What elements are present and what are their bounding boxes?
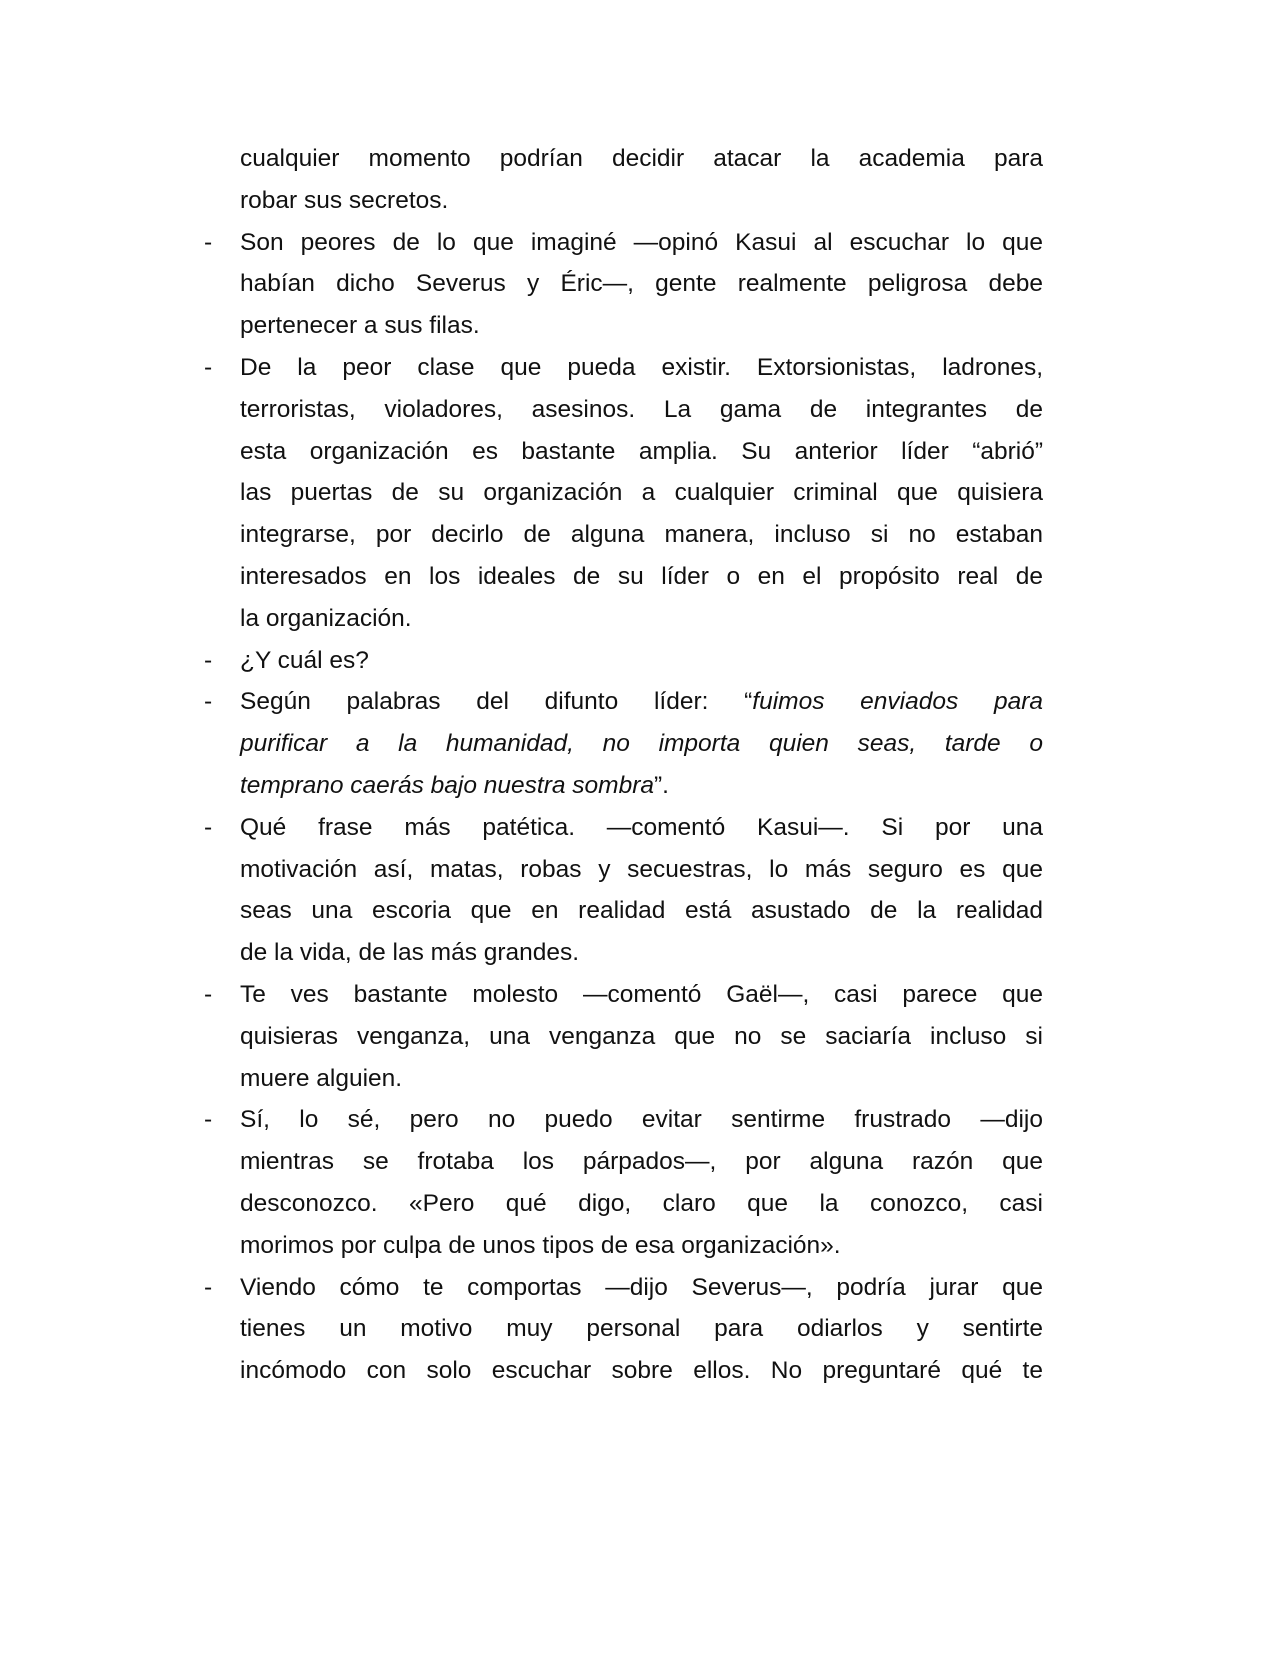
text-segment: morimos por culpa de unos tipos de esa organización». [240,1231,841,1259]
text-segment: las puertas de su organización a cualquier criminal que quisiera [240,479,1043,507]
text-segment: De la peor clase que pueda existir. Extorsionistas, ladrones, [240,353,1043,381]
dialogue-paragraph [0,640,1280,682]
text-segment: Te ves bastante molesto —comentó Gaël—, casi parece que [240,980,1043,1008]
text-segment: de la vida, de las más grandes. [240,939,580,967]
text-line [240,974,1043,1016]
text-segment: Viendo cómo te comportas —dijo Severus—, podría jurar que [240,1273,1043,1301]
italic-text: temprano caerás bajo nuestra sombra [240,771,654,799]
text-line [240,389,1043,431]
text-line [240,1016,1043,1058]
text-segment: desconozco. «Pero qué digo, claro que la conozco, casi [240,1189,1043,1217]
text-segment: esta organización es bastante amplia. Su anterior líder “abrió” [240,437,1043,465]
text-segment: seas una escoria que en realidad está asustado de la realidad [240,897,1043,925]
dialogue-paragraph [0,681,1280,806]
text-line [240,1267,1043,1309]
text-segment: incómodo con solo escuchar sobre ellos. No preguntaré qué te [240,1357,1043,1385]
text-segment: quisieras venganza, una venganza que no se saciaría incluso si [240,1022,1043,1050]
text-segment: pertenecer a sus filas. [240,312,480,340]
text-line [240,222,1043,264]
text-line [240,1308,1043,1350]
dialogue-paragraph [0,1267,1280,1392]
text-segment: interesados en los ideales de su líder o en el propósito real de [240,562,1043,590]
text-segment: motivación así, matas, robas y secuestras, lo más seguro es que [240,855,1043,883]
dialogue-dash: - [204,688,213,716]
text-line [240,263,1043,305]
text-line [240,1350,1043,1392]
text-line [240,305,1043,347]
text-segment: integrarse, por decirlo de alguna manera, incluso si no estaban [240,521,1043,549]
text-line [240,556,1043,598]
text-segment: ”. [654,771,669,799]
text-line [240,180,1043,222]
text-line [240,807,1043,849]
italic-text: purificar a la humanidad, no importa quien seas, tarde o [240,730,1043,758]
text-line [240,849,1043,891]
text-segment: habían dicho Severus y Éric—, gente realmente peligrosa debe [240,270,1043,298]
text-segment: Sí, lo sé, pero no puedo evitar sentirme frustrado —dijo [240,1106,1043,1134]
dialogue-dash: - [204,813,213,841]
text-line [240,723,1043,765]
text-line [240,472,1043,514]
dialogue-dash: - [204,353,213,381]
dialogue-paragraph [0,974,1280,1099]
text-segment: robar sus secretos. [240,186,449,214]
text-line [240,1141,1043,1183]
dialogue-dash: - [204,1106,213,1134]
text-line [240,1058,1043,1100]
text-line [240,765,1043,807]
dialogue-paragraph [0,222,1280,347]
text-segment: muere alguien. [240,1064,403,1092]
italic-text: fuimos enviados para [752,688,1043,716]
text-line [240,598,1043,640]
text-line [240,890,1043,932]
dialogue-dash: - [204,980,213,1008]
text-segment: ¿Y cuál es? [240,646,369,674]
text-line [240,932,1043,974]
dialogue-paragraph [0,138,1280,222]
text-line [240,514,1043,556]
text-line [240,681,1043,723]
text-line [240,1183,1043,1225]
text-segment: Qué frase más patética. —comentó Kasui—. Si por una [240,813,1043,841]
text-segment: Son peores de lo que imaginé —opinó Kasui al escuchar lo que [240,228,1043,256]
dialogue-paragraph [0,807,1280,974]
text-segment: Según palabras del difunto líder: “ [240,688,753,716]
text-line [240,138,1043,180]
text-segment: cualquier momento podrían decidir atacar la academia para [240,145,1043,172]
text-segment: mientras se frotaba los párpados—, por alguna razón que [240,1148,1043,1176]
dialogue-dash: - [204,646,213,674]
dialogue-paragraph [0,1099,1280,1266]
text-segment: tienes un motivo muy personal para odiarlos y sentirte [240,1315,1043,1343]
text-line [240,640,1043,682]
text-segment: la organización. [240,604,412,632]
text-line [240,347,1043,389]
dialogue-paragraph [0,347,1280,640]
text-line [240,1099,1043,1141]
text-line [240,431,1043,473]
text-line [240,1225,1043,1267]
text-segment: terroristas, violadores, asesinos. La gama de integrantes de [240,395,1043,423]
document-page [0,138,1280,1392]
dialogue-dash: - [204,228,213,256]
dialogue-dash: - [204,1273,213,1301]
